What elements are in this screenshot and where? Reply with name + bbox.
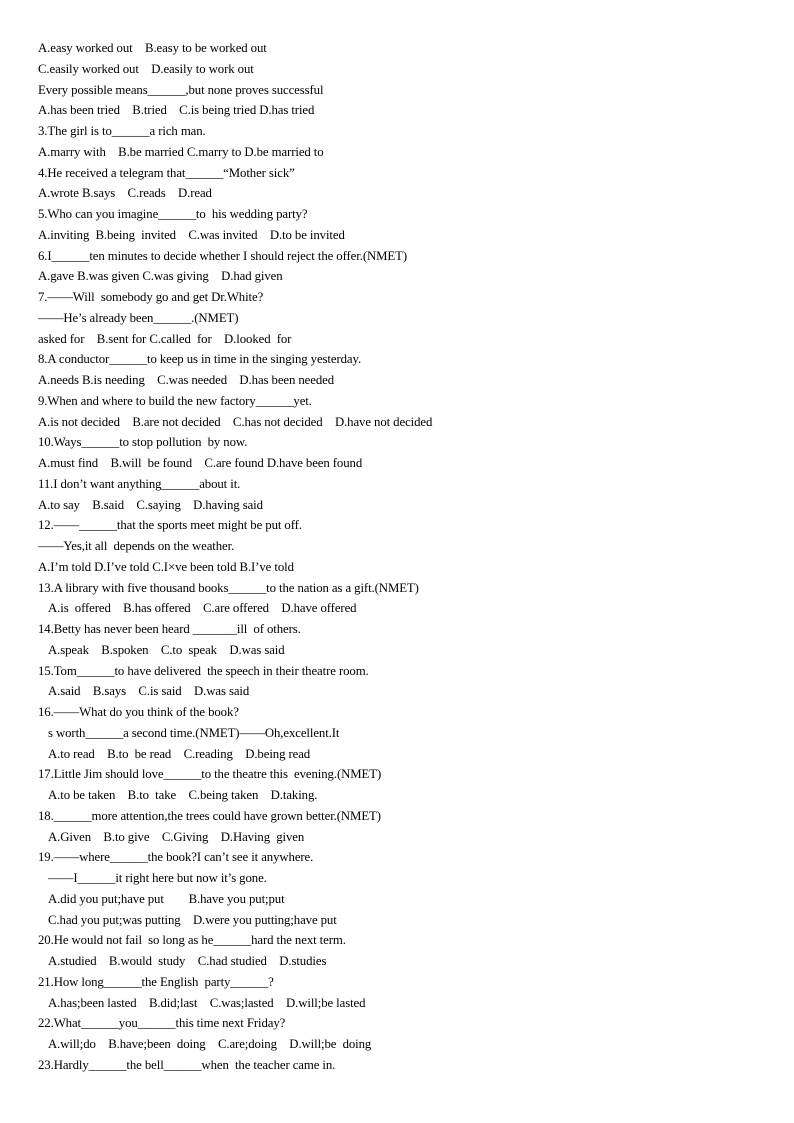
text-line: 16.——What do you think of the book?	[38, 705, 239, 719]
text-line: 20.He would not fail so long as he______hard the next term.	[38, 933, 346, 948]
text-line: 14.Betty has never been heard _______ill of others.	[38, 622, 301, 636]
text-line: A.gave B.was given C.was giving D.had given	[38, 269, 283, 284]
text-line: A.to read B.to be read C.reading D.being read	[48, 746, 311, 761]
text-line: 4.He received a telegram that______“Mother sick”	[38, 165, 295, 180]
text-line: 19.——where______the book?I can’t see it anywhere.	[38, 850, 314, 865]
text-line: A.marry with B.be married C.marry to D.be married to	[38, 144, 324, 159]
text-line: ——He’s already been______.(NMET)	[38, 310, 239, 325]
text-line: A.studied B.would study C.had studied D.studies	[48, 954, 327, 968]
text-line: 9.When and where to build the new factory______yet.	[38, 393, 312, 408]
question-lines	[38, 38, 778, 1076]
text-line: A.must find B.will be found C.are found D.have been found	[38, 456, 363, 470]
text-line: A.I’m told D.I’ve told C.I×ve been told B.I’ve told	[38, 559, 294, 574]
text-line: 7.——Will somebody go and get Dr.White?	[38, 290, 264, 304]
text-line: A.has been tried B.tried C.is being tried D.has tried	[38, 103, 315, 118]
text-line: 18.______more attention,the trees could have grown better.(NMET)	[38, 808, 381, 823]
text-line: A.to be taken B.to take C.being taken D.taking.	[48, 788, 318, 802]
text-line: A.needs B.is needing C.was needed D.has been needed	[38, 373, 335, 387]
text-line: A.is offered B.has offered C.are offered D.have offered	[48, 601, 357, 616]
text-line: 22.What______you______this time next Friday?	[38, 1016, 286, 1031]
text-line: ——Yes,it all depends on the weather.	[38, 539, 235, 553]
text-line: A.to say B.said C.saying D.having said	[38, 497, 263, 512]
text-line: A.has;been lasted B.did;last C.was;lasted D.will;be lasted	[48, 995, 366, 1010]
text-line: A.will;do B.have;been doing C.are;doing D.will;be doing	[48, 1037, 372, 1051]
text-line: 5.Who can you imagine______to his wedding party?	[38, 207, 308, 221]
text-line: ——I______it right here but now it’s gone.	[48, 871, 267, 885]
text-line: 6.I______ten minutes to decide whether I should reject the offer.(NMET)	[38, 248, 407, 263]
text-line: A.Given B.to give C.Giving D.Having given	[48, 829, 305, 844]
text-line: Every possible means______,but none proves successful	[38, 82, 324, 97]
text-line: s worth______a second time.(NMET)——Oh,excellent.It	[48, 725, 340, 740]
text-line: 15.Tom______to have delivered the speech in their theatre room.	[38, 663, 369, 678]
text-line: C.had you put;was putting D.were you putting;have put	[48, 912, 337, 927]
text-line: 17.Little Jim should love______to the theatre this evening.(NMET)	[38, 767, 382, 782]
text-line: A.did you put;have put B.have you put;put	[48, 891, 285, 906]
text-line: 8.A conductor______to keep us in time in the singing yesterday.	[38, 352, 362, 367]
text-line: asked for B.sent for C.called for D.looked for	[38, 331, 292, 346]
text-line: C.easily worked out D.easily to work out	[38, 61, 254, 76]
text-line: A.is not decided B.are not decided C.has not decided D.have not decided	[38, 414, 433, 429]
text-line: 21.How long______the English party______?	[38, 974, 274, 989]
text-line: 12.——______that the sports meet might be put off.	[38, 518, 302, 533]
text-line: A.said B.says C.is said D.was said	[48, 684, 250, 699]
text-line: 23.Hardly______the bell______when the teacher came in.	[38, 1057, 336, 1072]
text-line: A.easy worked out B.easy to be worked out	[38, 41, 267, 55]
text-line: 13.A library with five thousand books______to the nation as a gift.(NMET)	[38, 580, 419, 595]
text-line: 10.Ways______to stop pollution by now.	[38, 435, 248, 450]
text-line: 11.I don’t want anything______about it.	[38, 476, 241, 491]
text-line: 3.The girl is to______a rich man.	[38, 124, 206, 138]
text-line: A.speak B.spoken C.to speak D.was said	[48, 642, 285, 657]
text-line: A.inviting B.being invited C.was invited D.to be invited	[38, 227, 345, 242]
text-line: A.wrote B.says C.reads D.read	[38, 186, 212, 201]
